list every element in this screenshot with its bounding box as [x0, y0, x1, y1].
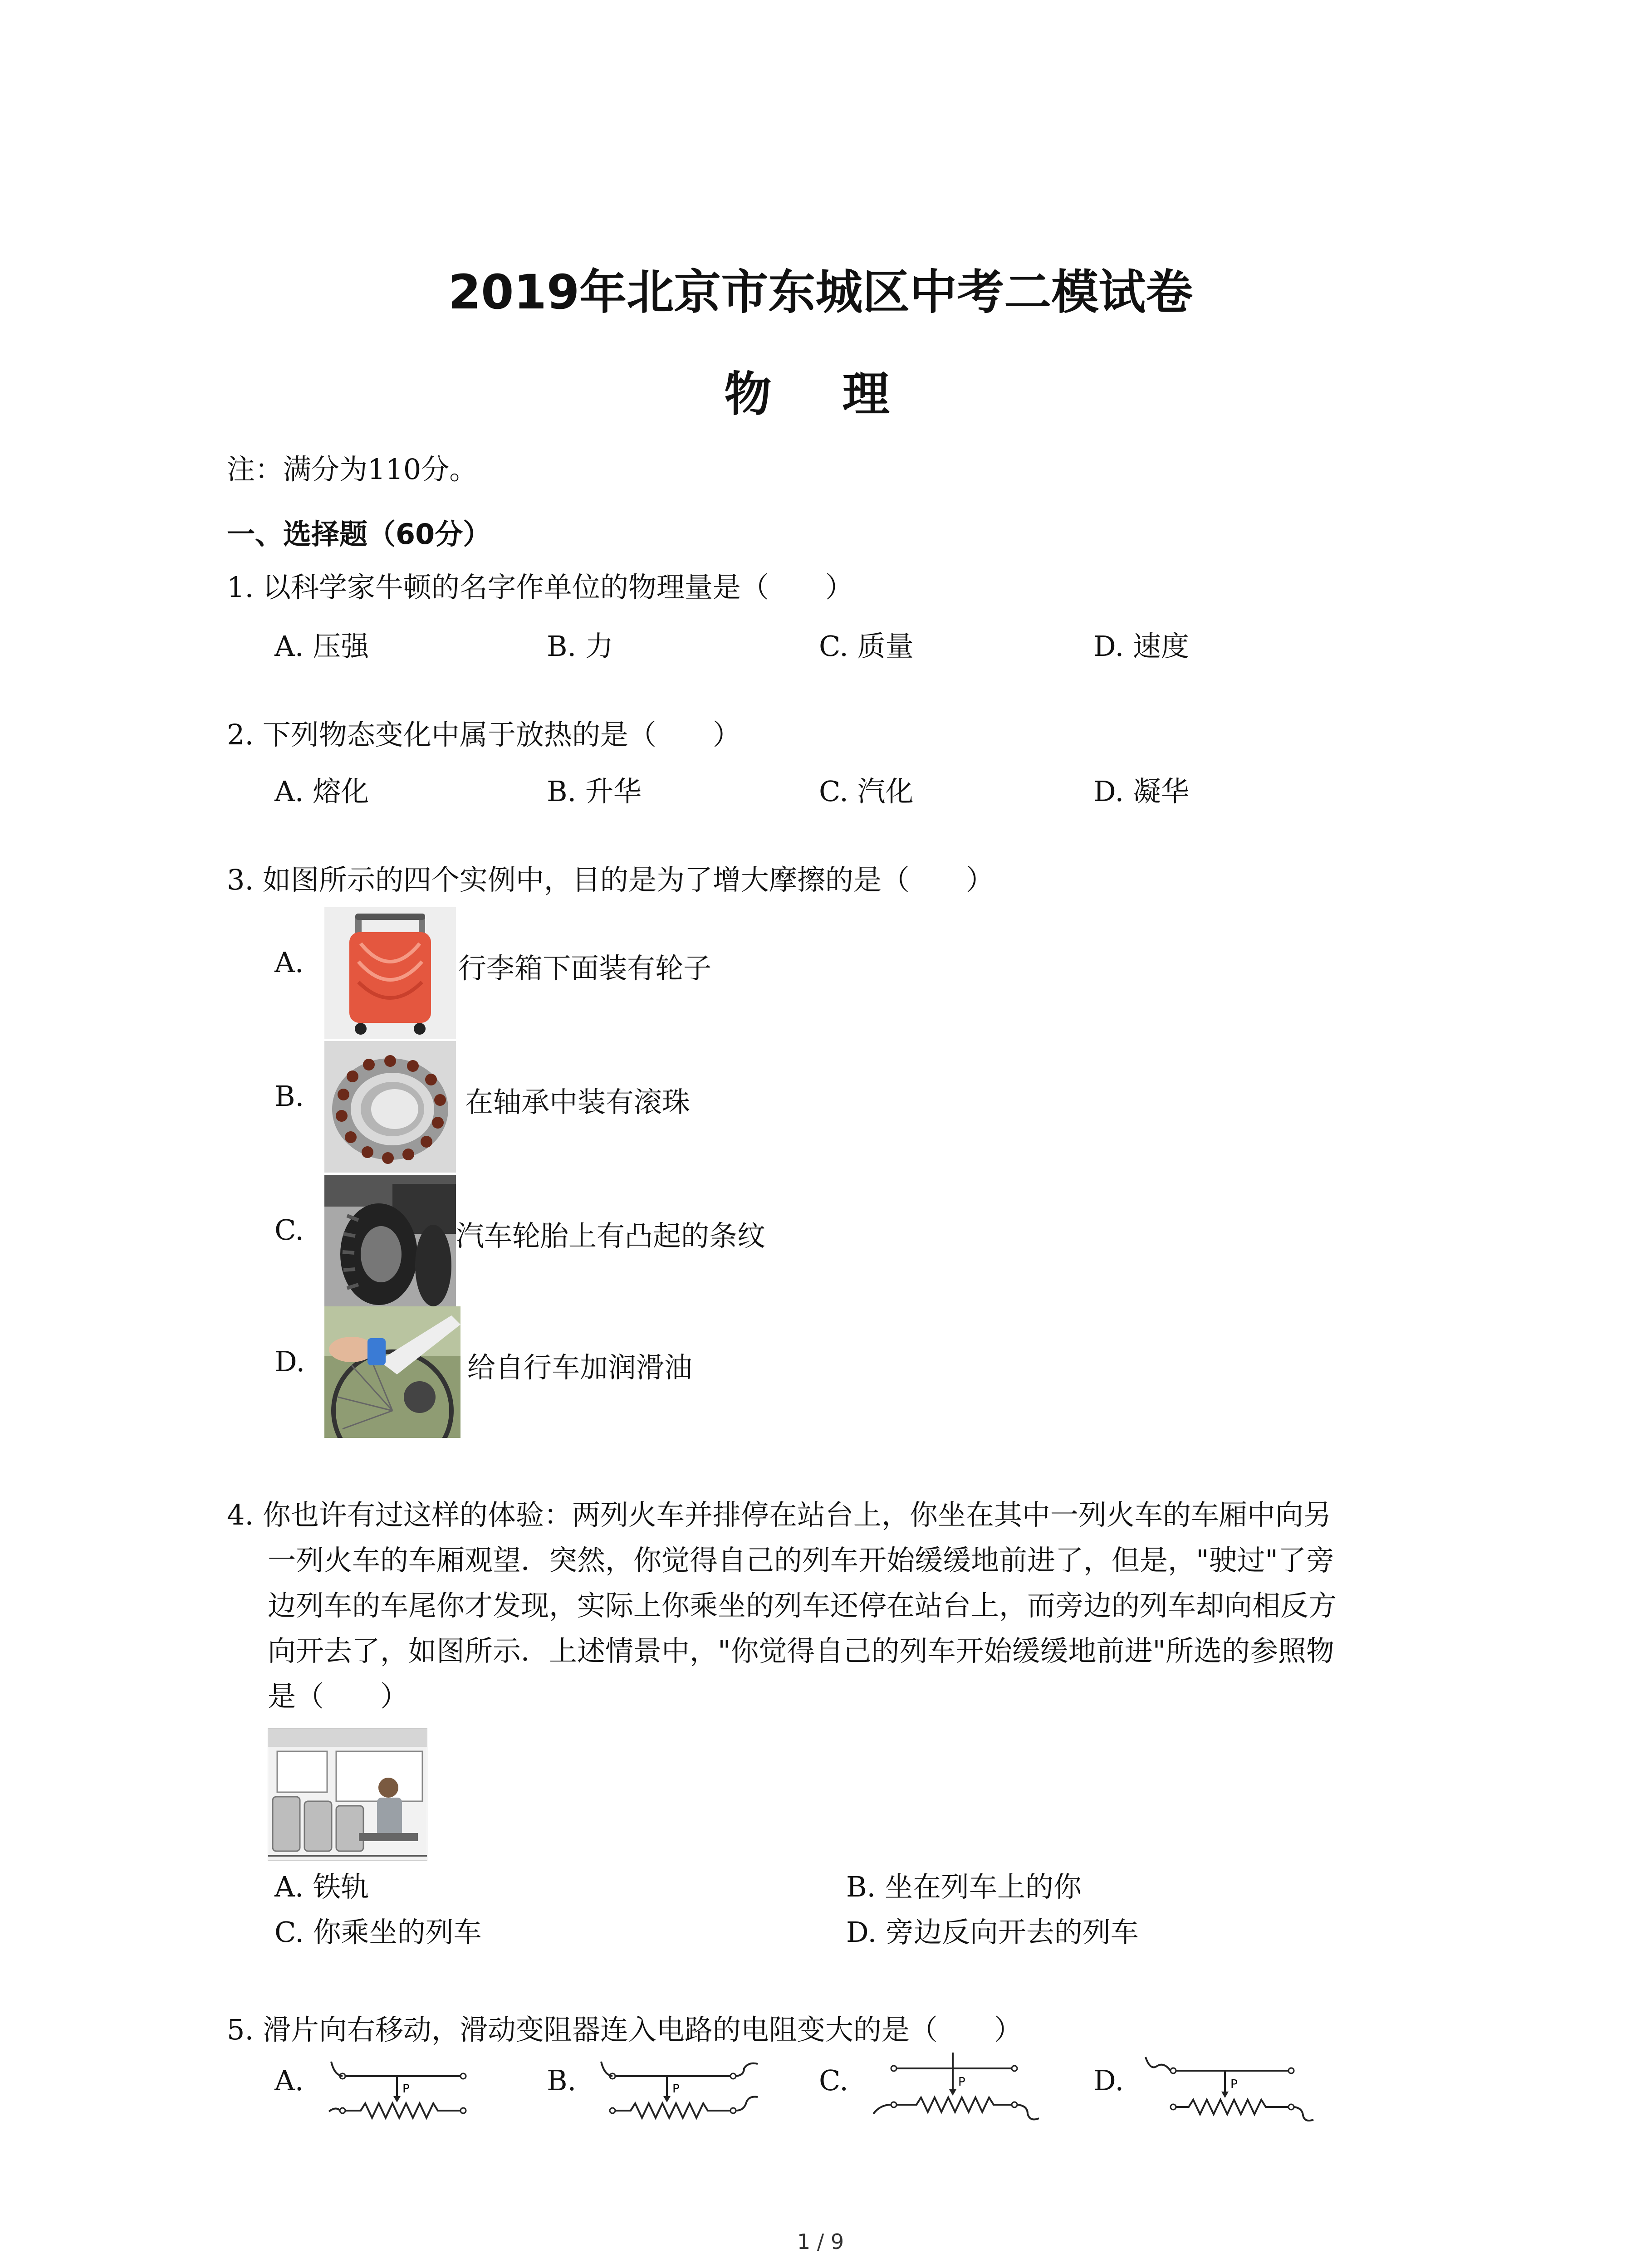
q5-option-a-label: A. [274, 2064, 304, 2097]
rheostat-diagram-b [594, 2057, 762, 2125]
rheostat-diagram-a [324, 2057, 474, 2125]
suitcase-icon [324, 907, 456, 1039]
q2-option-d: D. 凝华 [1093, 775, 1189, 808]
slider-p-label: P [402, 2082, 410, 2096]
tire-icon [324, 1175, 456, 1306]
bearing-icon [324, 1041, 456, 1173]
q3-option-b-text: 在轴承中装有滚珠 [465, 1085, 691, 1119]
q3-option-b-label: B. [274, 1080, 304, 1113]
q2-option-c: C. 汽化 [819, 775, 914, 808]
q5-option-b-label: B. [547, 2064, 577, 2097]
q3-option-a-text: 行李箱下面装有轮子 [458, 952, 712, 985]
q3-option-d-text: 给自行车加润滑油 [467, 1351, 693, 1384]
q5-option-c-label: C. [819, 2064, 848, 2097]
q4-option-a: A. 铁轨 [274, 1870, 369, 1903]
question-4-line-3: 边列车的车尾你才发现，实际上你乘坐的列车还停在站台上，而旁边的列车却向相反方 [268, 1589, 1337, 1622]
question-3-stem: 3. 如图所示的四个实例中，目的是为了增大摩擦的是（ ） [227, 863, 994, 896]
question-5-stem: 5. 滑片向右移动，滑动变阻器连入电路的电阻变大的是（ ） [227, 2013, 1022, 2046]
q2-option-b: B. 升华 [547, 775, 642, 808]
question-4-line-4: 向开去了，如图所示．上述情景中，"你觉得自己的列车开始缓缓地前进"所选的参照物 [268, 1634, 1335, 1667]
q3-option-a-label: A. [274, 946, 304, 979]
q4-option-b: B. 坐在列车上的你 [846, 1870, 1082, 1903]
score-note: 注：满分为110分。 [227, 453, 478, 486]
rheostat-diagram-c [871, 2050, 1043, 2127]
train-carriage-icon [268, 1728, 427, 1861]
q3-option-c-text: 汽车轮胎上有凸起的条纹 [456, 1219, 766, 1252]
question-1-stem: 1. 以科学家牛顿的名字作单位的物理量是（ ） [227, 571, 853, 604]
q2-option-a: A. 熔化 [274, 775, 369, 808]
q4-option-d: D. 旁边反向开去的列车 [846, 1916, 1139, 1949]
subject-title: 物 理 [724, 367, 917, 422]
q3-option-d-label: D. [274, 1345, 305, 1378]
question-4-line-2: 一列火车的车厢观望．突然，你觉得自己的列车开始缓缓地前进了，但是，"驶过"了旁 [268, 1544, 1335, 1577]
slider-p-label: P [672, 2082, 680, 2096]
slider-p-label: P [958, 2075, 965, 2089]
bicycle-oil-icon [324, 1306, 460, 1438]
q1-option-c: C. 质量 [819, 630, 914, 663]
slider-p-label: P [1230, 2077, 1238, 2091]
question-2-stem: 2. 下列物态变化中属于放热的是（ ） [227, 718, 741, 751]
q1-option-a: A. 压强 [274, 630, 369, 663]
q3-option-c-label: C. [274, 1213, 304, 1246]
question-4-line-5: 是（ ） [268, 1680, 409, 1713]
q4-option-c: C. 你乘坐的列车 [274, 1916, 482, 1949]
q1-option-d: D. 速度 [1093, 630, 1189, 663]
section-heading: 一、选择题（60分） [227, 518, 491, 551]
page-number: 1 / 9 [797, 2229, 844, 2254]
question-4-line-1: 4. 你也许有过这样的体验：两列火车并排停在站台上，你坐在其中一列火车的车厢中向另 [227, 1498, 1332, 1531]
page-title: 2019年北京市东城区中考二模试卷 [448, 264, 1193, 320]
q1-option-b: B. 力 [547, 630, 613, 663]
q5-option-d-label: D. [1093, 2064, 1124, 2097]
rheostat-diagram-d [1143, 2053, 1316, 2127]
